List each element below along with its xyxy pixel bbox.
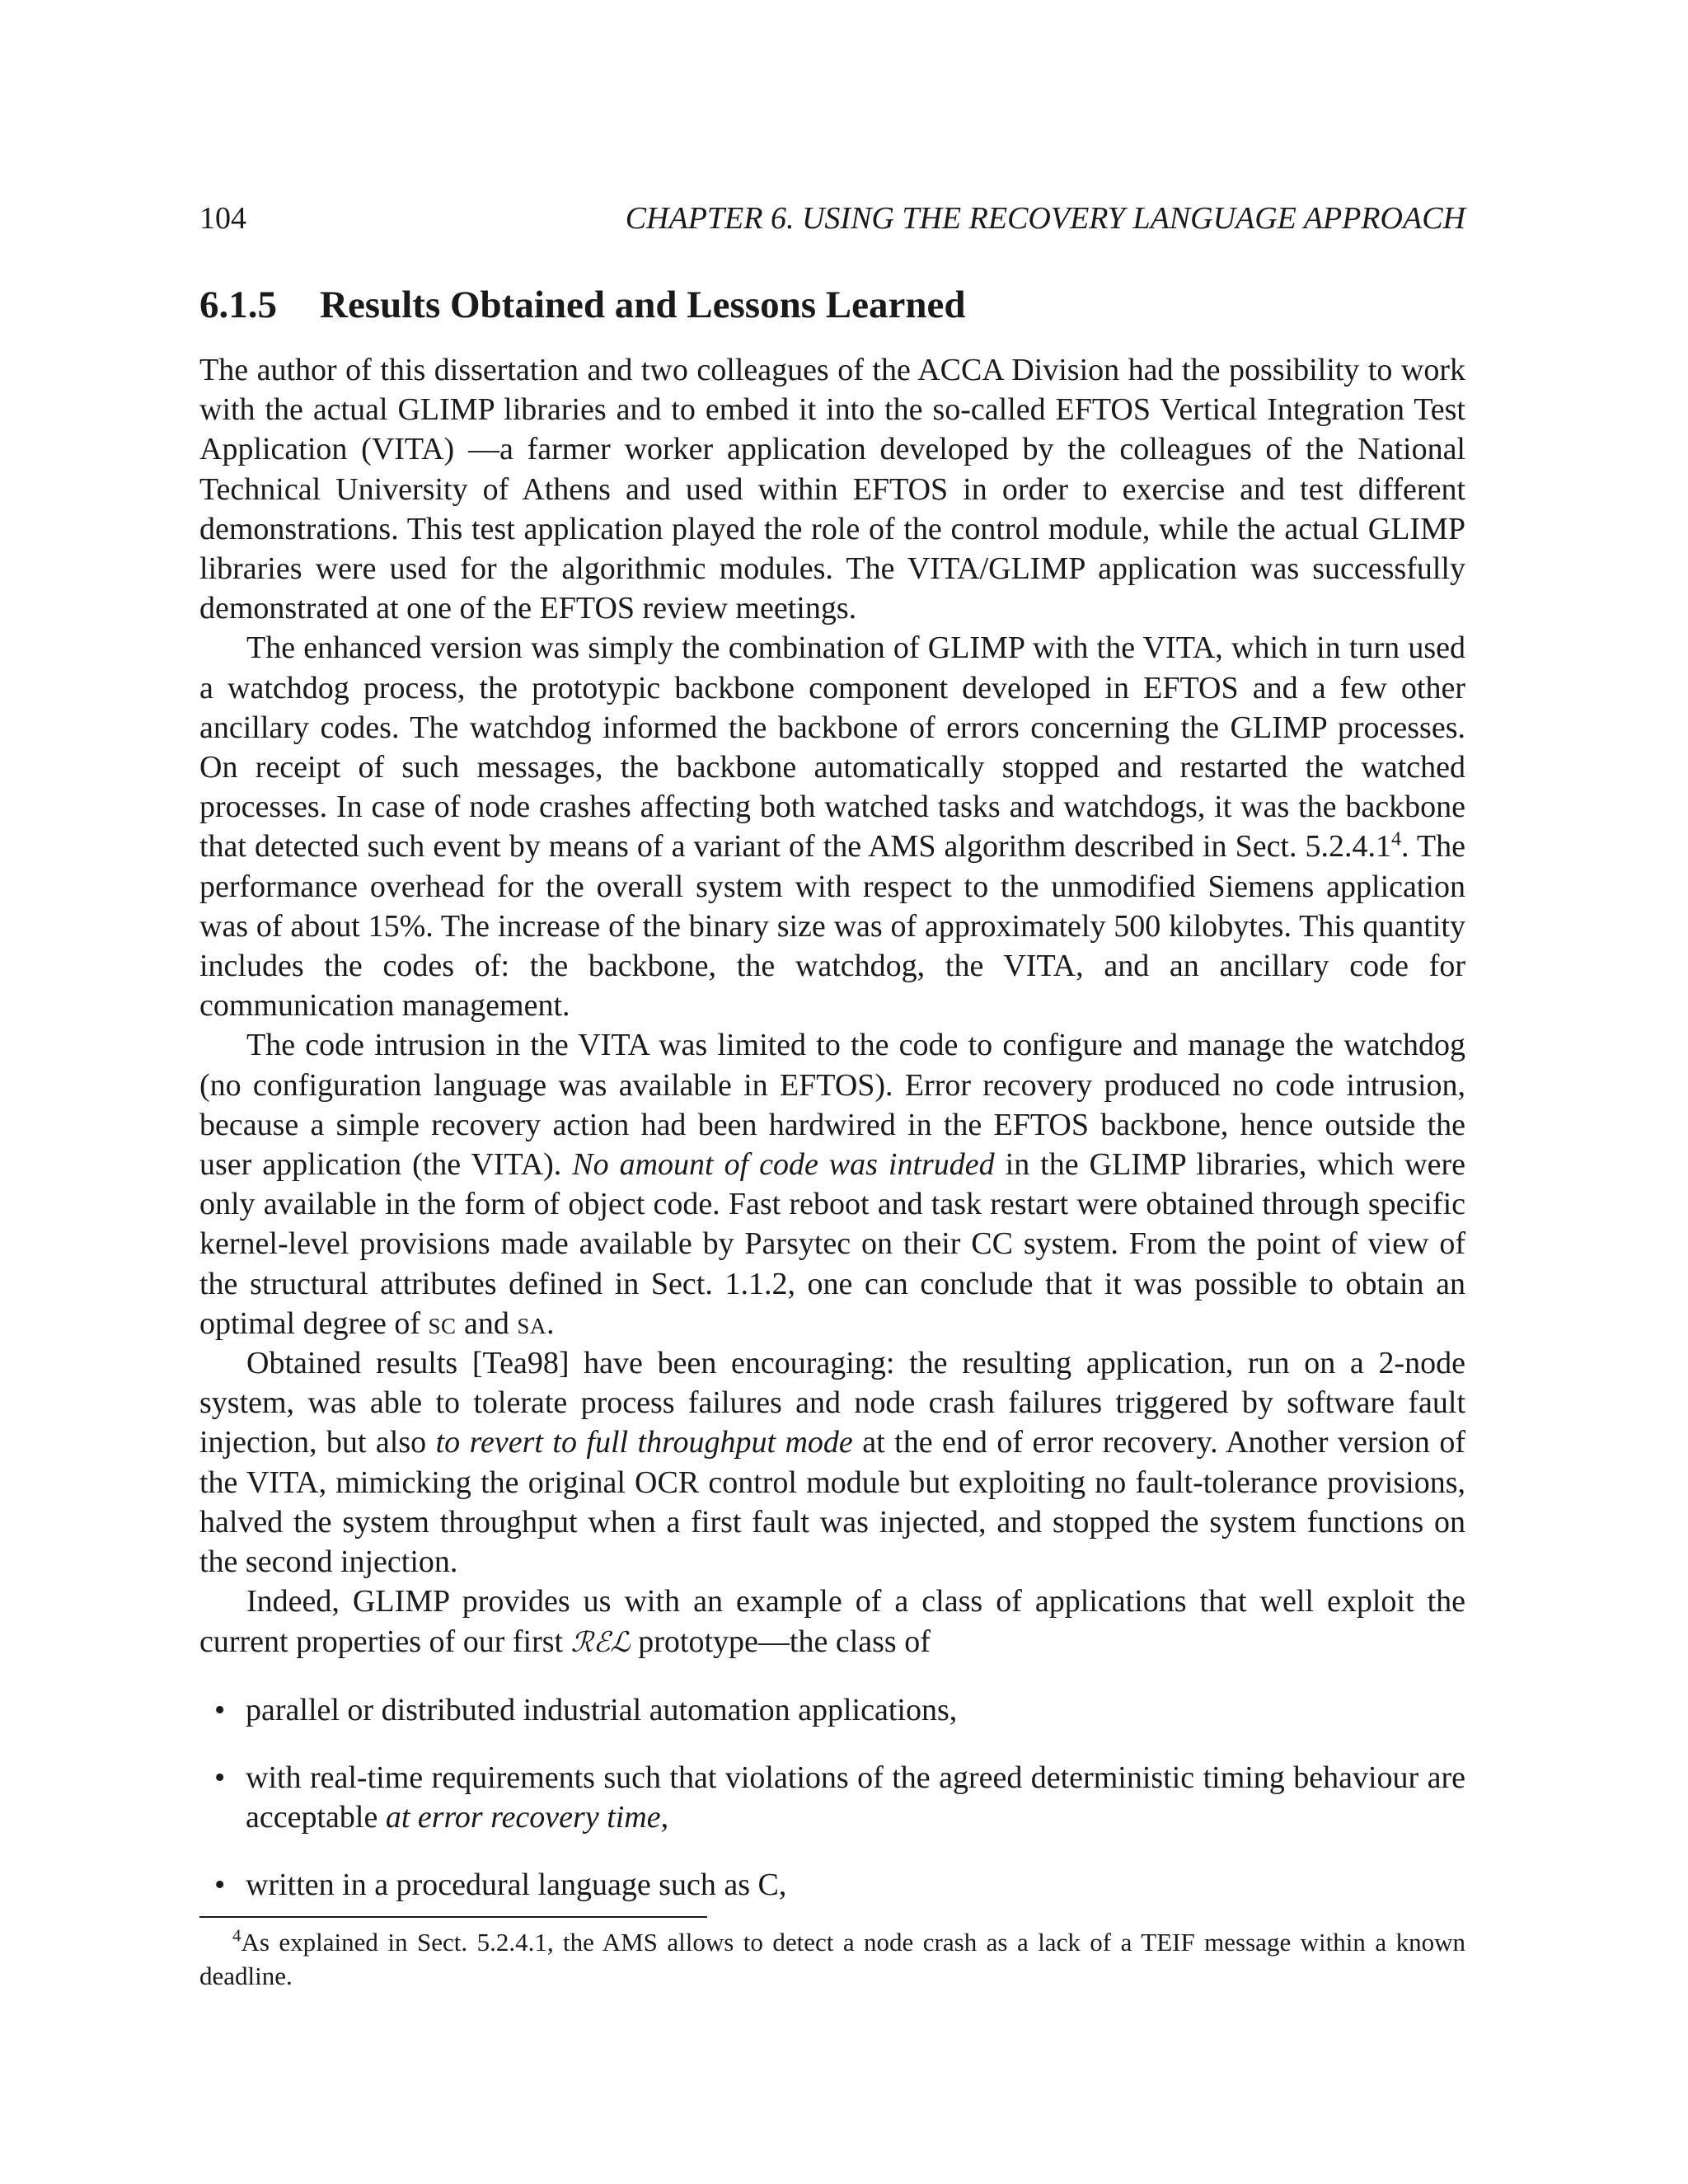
paragraph-2 — [199, 628, 1465, 1025]
paragraph-3 — [199, 1025, 1465, 1343]
footnote-divider — [199, 1916, 707, 1918]
footnote-text: As explained in Sect. 5.2.4.1, the AMS allows to detect a node crash as a lack of a TEIF message within a known deadline. — [199, 1928, 1465, 1990]
footnote-4 — [199, 1925, 1465, 1993]
paragraph-2-text: The enhanced version was simply the combination of GLIMP with the VITA, which in turn used a watchdog process, the prototypic backbone component developed in EFTOS and a few other ancillary codes. The watchdog informed the backbone of errors concerning the GLIMP processes. On receipt of such messages, the backbone automatically stopped and restarted the watched processes. In case of node crashes affecting both watched tasks and watchdogs, it was the backbone that detected such event by means of a variant of the AMS algorithm described in Sect. 5.2.4.1 — [199, 630, 1465, 865]
rel-symbol: ℛℰℒ — [570, 1625, 631, 1659]
footnote-mark: 4 — [232, 1925, 241, 1946]
paragraph-4 — [199, 1343, 1465, 1582]
paragraph-5-text: Indeed, GLIMP provides us with an example of a class of applications that well exploit the current properties of our first — [199, 1584, 1465, 1659]
paragraph-3-text-cont: in the GLIMP libraries, which were only available in the form of object code. Fast reboot and task restart were obtained through specific kernel-level provisions made available by Parsytec on their CC system. From the point of view of the structural attributes defined in Sect. 1.1.2, one can conclude that it was possible to obtain an optimal degree of — [199, 1147, 1465, 1341]
application-class-list — [199, 1690, 1465, 1905]
running-header — [199, 198, 1465, 239]
emphasis-error-recovery-time: at error recovery time — [385, 1800, 661, 1835]
section-number: 6.1.5 — [199, 284, 277, 326]
paragraph-3-end: . — [546, 1305, 555, 1341]
list-item-text: parallel or distributed industrial automation applications, — [246, 1692, 958, 1727]
emphasis-full-throughput: to revert to full throughput mode — [435, 1425, 853, 1460]
body-text — [199, 350, 1465, 1933]
paragraph-4-text: Obtained results [Tea98] have been encouraging: the resulting application, run on a 2-node system, was able to tolerate process failures and node crash failures triggered by software fault injection, but also — [199, 1346, 1465, 1460]
list-item — [199, 1690, 1465, 1730]
page-number: 104 — [199, 201, 246, 236]
list-item-text: written in a procedural language such as C, — [246, 1868, 787, 1903]
section-title: Results Obtained and Lessons Learned — [320, 284, 966, 326]
bullet-icon: • — [214, 1760, 226, 1795]
emphasis-no-code-intruded: No amount of code was intruded — [572, 1147, 995, 1183]
list-item — [199, 1758, 1465, 1837]
paragraph-2-text-cont: . The performance overhead for the overall system with respect to the unmodified Siemens application was of about 15%. The increase of the binary size was of approximately 500 kilobytes. This quantity includes the codes of: the backbone, the watchdog, the VITA, and an ancillary code for communication management. — [199, 829, 1465, 1024]
paragraph-3-text: The code intrusion in the VITA was limited to the code to configure and manage the watchdog (no configuration language was available in EFTOS). Error recovery produced no code intrusion, because a simple recovery action had been hardwired in the EFTOS backbone, hence outside the user application (the VITA). — [199, 1028, 1465, 1183]
footnote-ref-4[interactable]: 4 — [1391, 828, 1402, 851]
paragraph-5-text-cont: prototype—the class of — [630, 1624, 931, 1659]
list-item-text: with real-time requirements such that violations of the agreed deterministic timing behaviour are acceptable — [246, 1760, 1465, 1835]
section-heading — [199, 280, 1465, 330]
paragraph-3-and: and — [456, 1305, 518, 1341]
bullet-icon: • — [214, 1692, 226, 1727]
list-item-end: , — [660, 1800, 669, 1835]
paragraph-1: The author of this dissertation and two colleagues of the ACCA Division had the possibility to work with the actual GLIMP libraries and to embed it into the so-called EFTOS Vertical Integration Test Application (VITA) —a farmer worker application developed by the colleagues of the National Technical University of Athens and used within EFTOS in order to exercise and test different demonstrations. This test application played the role of the control module, while the actual GLIMP libraries were used for the algorithmic modules. The VITA/GLIMP application was successfully demonstrated at one of the EFTOS review meetings. — [199, 353, 1465, 626]
paragraph-5 — [199, 1582, 1465, 1661]
chapter-title: CHAPTER 6. USING THE RECOVERY LANGUAGE APPROACH — [625, 201, 1465, 236]
attribute-sc: sc — [428, 1305, 457, 1341]
paragraph-4-text-cont: at the end of error recovery. Another version of the VITA, mimicking the original OCR control module but exploiting no fault-tolerance provisions, halved the system throughput when a first fault was injected, and stopped the system functions on the second injection. — [199, 1425, 1465, 1580]
list-item — [199, 1865, 1465, 1905]
attribute-sa: sa — [517, 1305, 546, 1341]
bullet-icon: • — [214, 1868, 226, 1903]
